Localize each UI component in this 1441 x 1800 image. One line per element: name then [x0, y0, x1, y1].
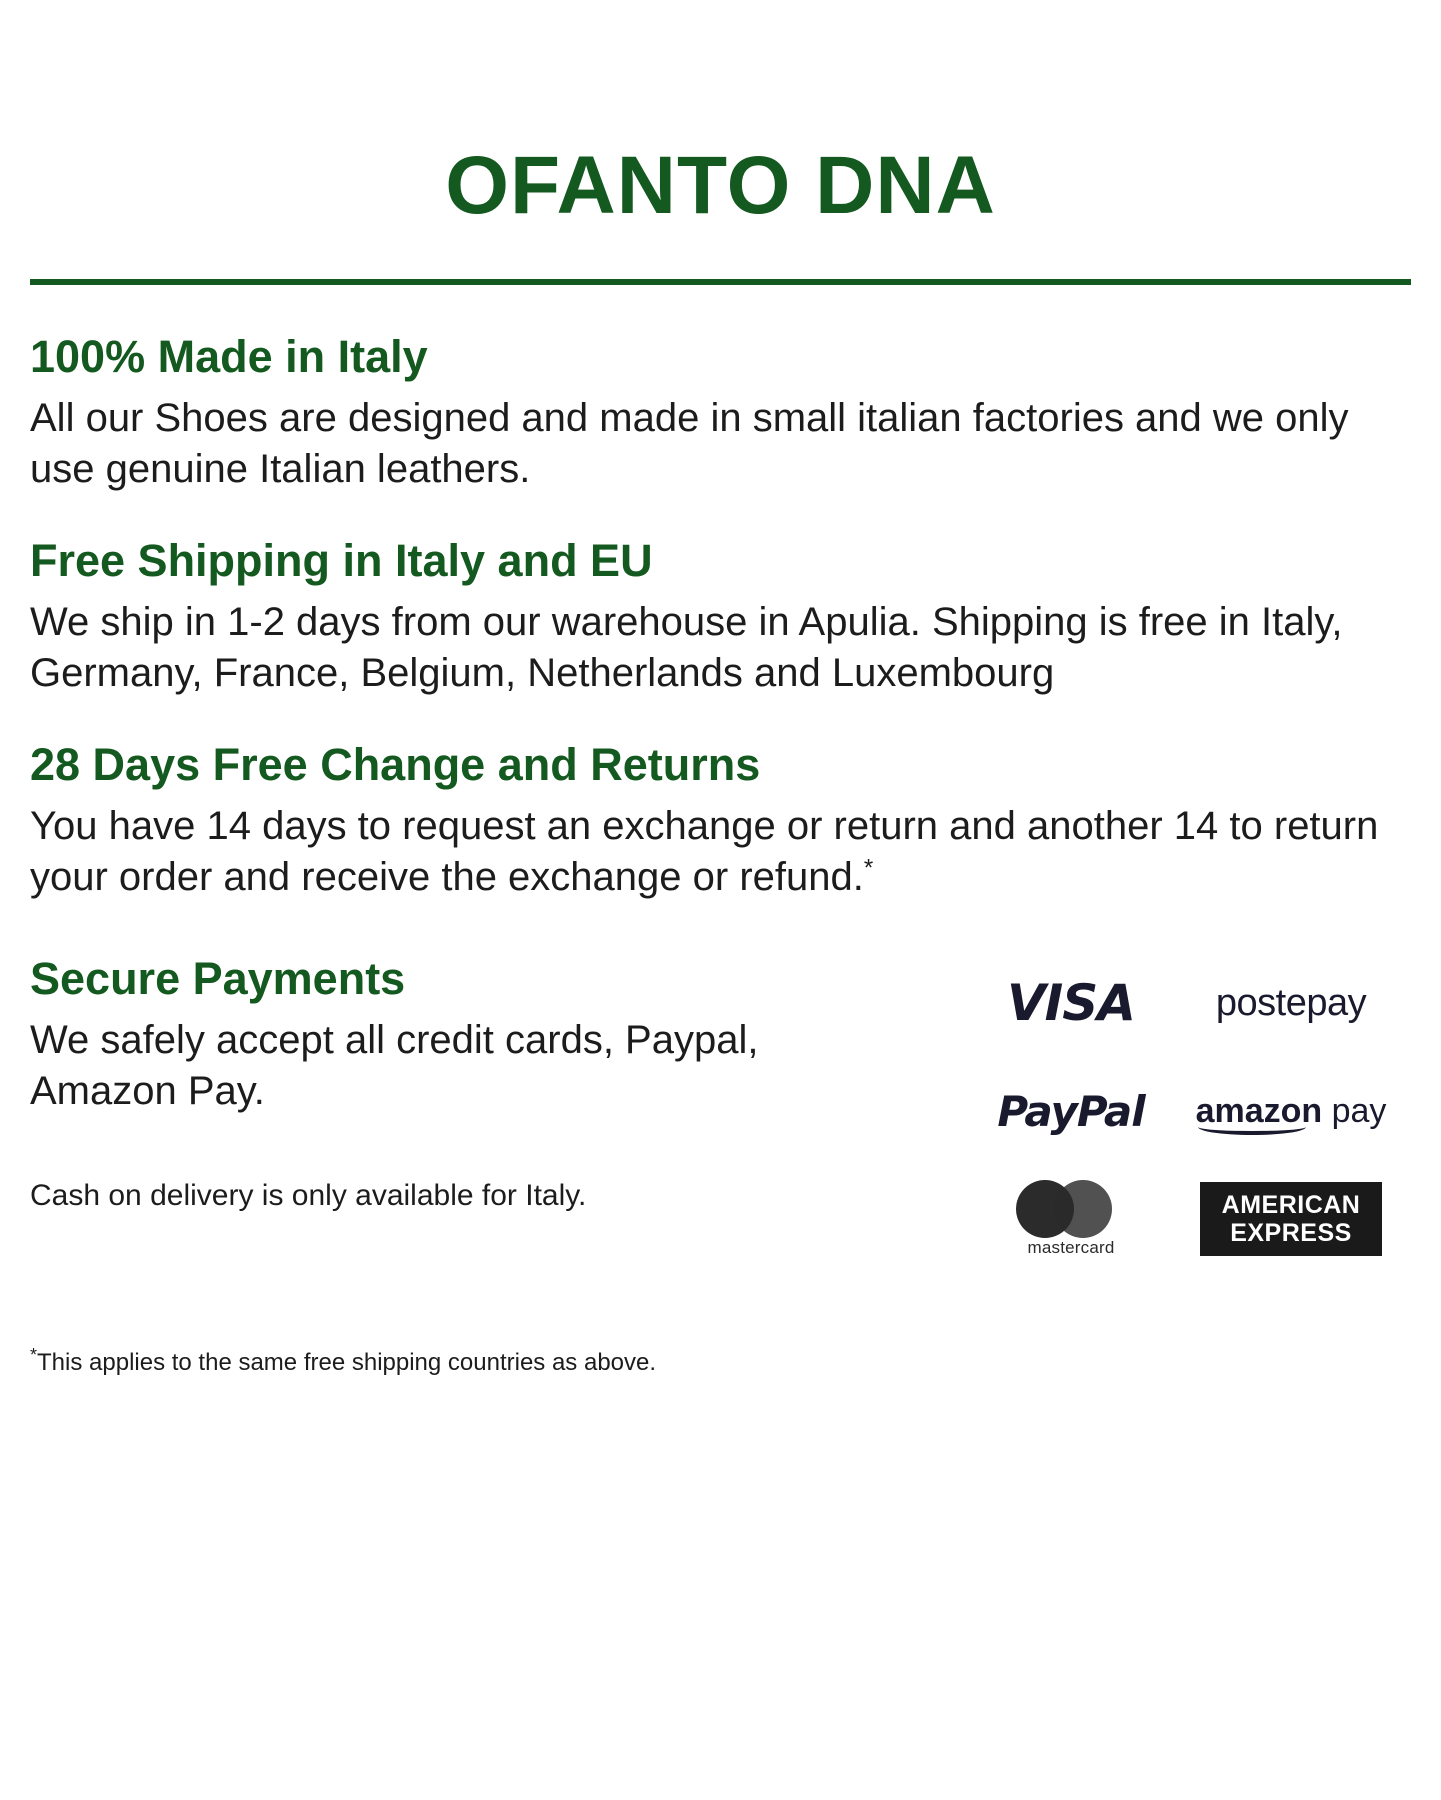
title-divider: [30, 279, 1411, 285]
visa-logo-label: VISA: [1006, 974, 1135, 1033]
section-heading: 100% Made in Italy: [30, 331, 428, 382]
section-body: We safely accept all credit cards, Paypal, Amazon Pay.: [30, 1018, 759, 1114]
american-express-logo: [1191, 1179, 1391, 1259]
page-title: OFANTO DNA: [445, 140, 996, 231]
section-body: All our Shoes are designed and made in small italian factories and we only use genuine Italian leathers.: [30, 395, 1349, 491]
mastercard-circles-icon: [1016, 1180, 1126, 1234]
section-free-shipping: [30, 535, 1411, 699]
amazon-smile-icon: [1198, 1119, 1306, 1135]
paypal-logo-label: PayPal: [997, 1086, 1145, 1136]
returns-footnote-marker: *: [863, 854, 874, 882]
section-secure-payments: [30, 953, 1411, 1259]
mastercard-logo: [971, 1179, 1171, 1259]
mastercard-circle-right: [1054, 1180, 1112, 1238]
visa-logo: [971, 963, 1171, 1043]
postepay-logo-label: postepay: [1215, 981, 1367, 1024]
section-body-text: You have 14 days to request an exchange or return and another 14 to return your order and receive the exchange or refund.: [30, 804, 1379, 900]
footnote-star: *: [30, 1345, 38, 1366]
section-heading: Free Shipping in Italy and EU: [30, 535, 653, 587]
amex-badge: [1200, 1182, 1382, 1256]
section-made-in-italy: [30, 331, 1411, 495]
amazon-pay-logo-label: [1196, 1092, 1387, 1131]
payments-text-block: [30, 953, 890, 1214]
amazon-pay-word-pay: pay: [1331, 1091, 1387, 1130]
mastercard-mark: [1011, 1180, 1131, 1258]
footnote-text: This applies to the same free shipping countries as above.: [37, 1349, 657, 1377]
postepay-logo: [1191, 963, 1391, 1043]
payment-logos: [971, 963, 1391, 1259]
cash-on-delivery-note: Cash on delivery is only available for Italy.: [30, 1178, 587, 1212]
section-body: We ship in 1-2 days from our warehouse in Apulia. Shipping is free in Italy, Germany, France, Belgium, Netherlands and Luxembourg: [30, 599, 1343, 696]
mastercard-logo-label: mastercard: [1027, 1238, 1115, 1258]
paypal-logo: [971, 1071, 1171, 1151]
section-returns: [30, 739, 1411, 903]
section-heading: 28 Days Free Change and Returns: [30, 739, 761, 791]
section-body: [30, 801, 1390, 903]
amazon-pay-word-amazon: amazon: [1195, 1091, 1323, 1130]
page-footnote: [30, 1345, 1411, 1377]
amazon-pay-logo: [1191, 1071, 1391, 1151]
section-heading: Secure Payments: [30, 953, 406, 1005]
amex-line-2: EXPRESS: [1230, 1219, 1352, 1248]
amex-line-1: AMERICAN: [1221, 1191, 1361, 1220]
